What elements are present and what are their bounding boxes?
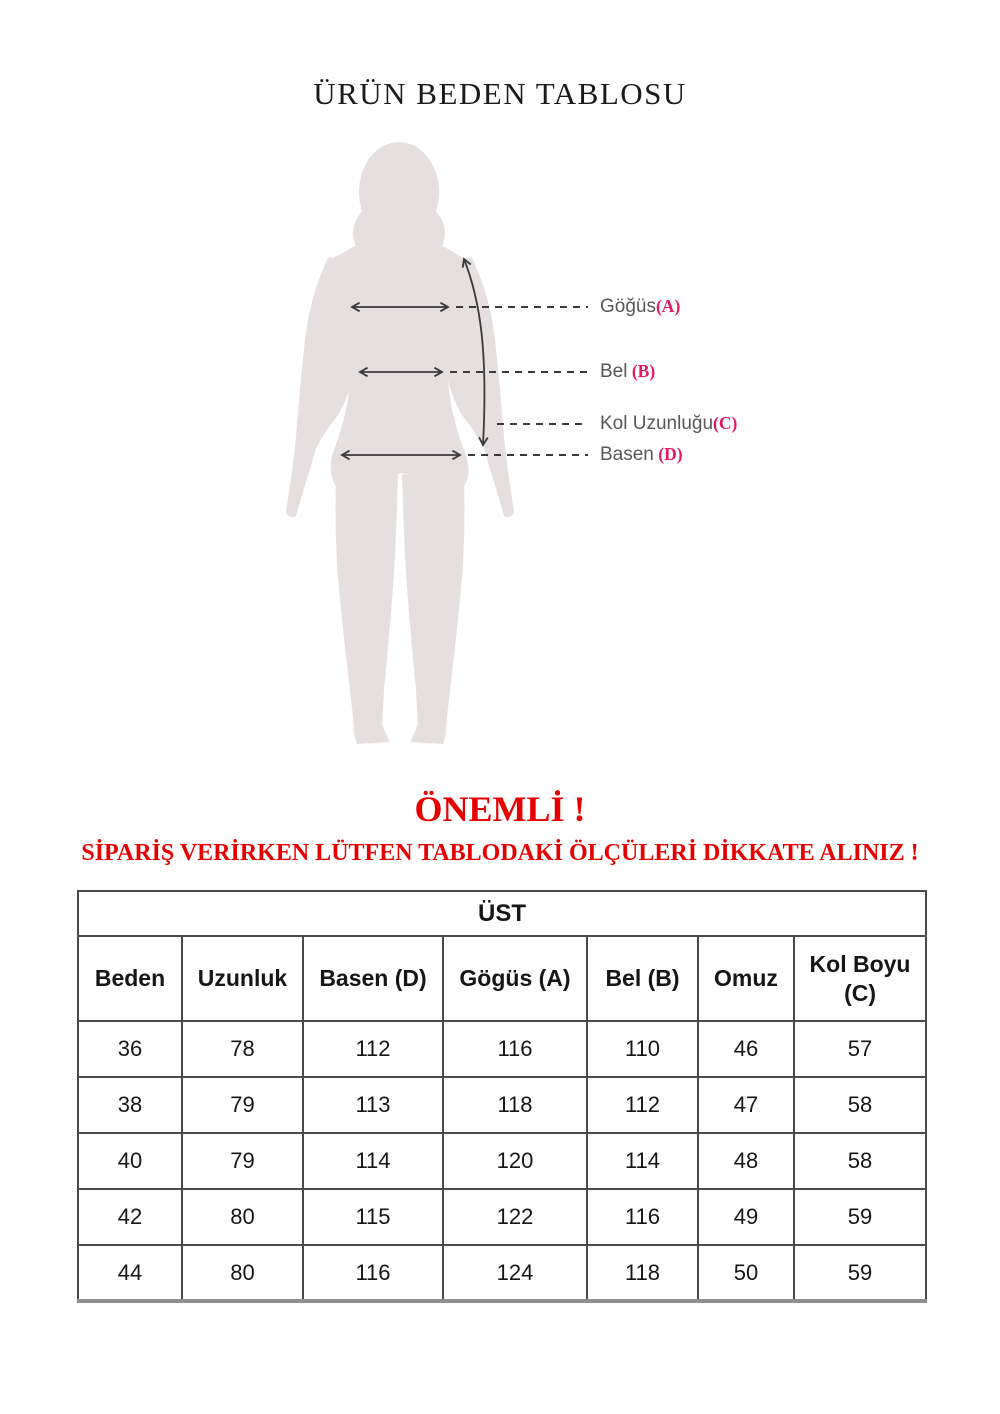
table-cell: 80	[182, 1189, 303, 1245]
table-cell: 115	[303, 1189, 443, 1245]
column-header-uzunluk: Uzunluk	[182, 936, 303, 1021]
table-cell: 116	[303, 1245, 443, 1301]
measurement-code: (A)	[655, 296, 681, 316]
measurement-label-chest	[600, 296, 680, 318]
table-cell: 110	[587, 1021, 698, 1077]
measurement-code: (D)	[653, 444, 683, 464]
table-cell: 112	[587, 1077, 698, 1133]
table-cell: 50	[698, 1245, 794, 1301]
table-row	[78, 1245, 926, 1301]
silhouette-left-leg	[336, 474, 399, 744]
table-cell: 112	[303, 1021, 443, 1077]
table-cell: 124	[443, 1245, 587, 1301]
column-header-kol-boyu: Kol Boyu (C)	[794, 936, 926, 1021]
table-group-row	[78, 891, 926, 936]
measurement-label-text: Bel	[600, 361, 628, 382]
table-cell: 116	[443, 1021, 587, 1077]
page-title: ÜRÜN BEDEN TABLOSU	[313, 76, 687, 111]
measurement-label-waist	[600, 361, 655, 383]
table-cell: 46	[698, 1021, 794, 1077]
table-cell: 116	[587, 1189, 698, 1245]
table-cell: 40	[78, 1133, 182, 1189]
table-cell: 57	[794, 1021, 926, 1077]
table-cell: 79	[182, 1077, 303, 1133]
table-cell: 58	[794, 1077, 926, 1133]
table-cell: 36	[78, 1021, 182, 1077]
table-row	[78, 1021, 926, 1077]
column-header-basen: Basen (D)	[303, 936, 443, 1021]
important-heading: ÖNEMLİ !	[414, 789, 586, 829]
measurement-code: (C)	[713, 413, 738, 433]
table-cell: 113	[303, 1077, 443, 1133]
measurement-label-hip	[600, 444, 683, 466]
column-header-omuz: Omuz	[698, 936, 794, 1021]
measurement-label-text: Kol Uzunluğu	[600, 413, 714, 434]
table-cell: 118	[587, 1245, 698, 1301]
table-header-row	[78, 936, 926, 1021]
size-diagram	[0, 130, 1000, 790]
body-silhouette	[286, 142, 514, 744]
table-cell: 114	[303, 1133, 443, 1189]
table-cell: 44	[78, 1245, 182, 1301]
table-cell: 48	[698, 1133, 794, 1189]
measurement-label-text: Basen	[600, 444, 654, 465]
table-cell: 47	[698, 1077, 794, 1133]
silhouette-right-leg	[402, 474, 465, 744]
table-cell: 120	[443, 1133, 587, 1189]
measurement-label-arm-length	[600, 413, 737, 435]
table-row	[78, 1189, 926, 1245]
table-cell: 59	[794, 1245, 926, 1301]
table-cell: 122	[443, 1189, 587, 1245]
table-cell: 49	[698, 1189, 794, 1245]
important-note: SİPARİŞ VERİRKEN LÜTFEN TABLODAKİ ÖLÇÜLERİ DİKKATE ALINIZ !	[81, 840, 919, 866]
table-row	[78, 1133, 926, 1189]
table-cell: 42	[78, 1189, 182, 1245]
column-header-bel: Bel (B)	[587, 936, 698, 1021]
table-cell: 78	[182, 1021, 303, 1077]
column-header-gogus: Gögüs (A)	[443, 936, 587, 1021]
table-group-header: ÜST	[78, 891, 926, 936]
table-cell: 58	[794, 1133, 926, 1189]
table-cell: 38	[78, 1077, 182, 1133]
size-table	[77, 890, 927, 1303]
table-cell: 80	[182, 1245, 303, 1301]
table-cell: 79	[182, 1133, 303, 1189]
measurement-label-text: Göğüs	[600, 296, 656, 317]
table-cell: 59	[794, 1189, 926, 1245]
table-cell: 118	[443, 1077, 587, 1133]
table-cell: 114	[587, 1133, 698, 1189]
column-header-beden: Beden	[78, 936, 182, 1021]
table-row	[78, 1077, 926, 1133]
measurement-code: (B)	[627, 361, 656, 381]
